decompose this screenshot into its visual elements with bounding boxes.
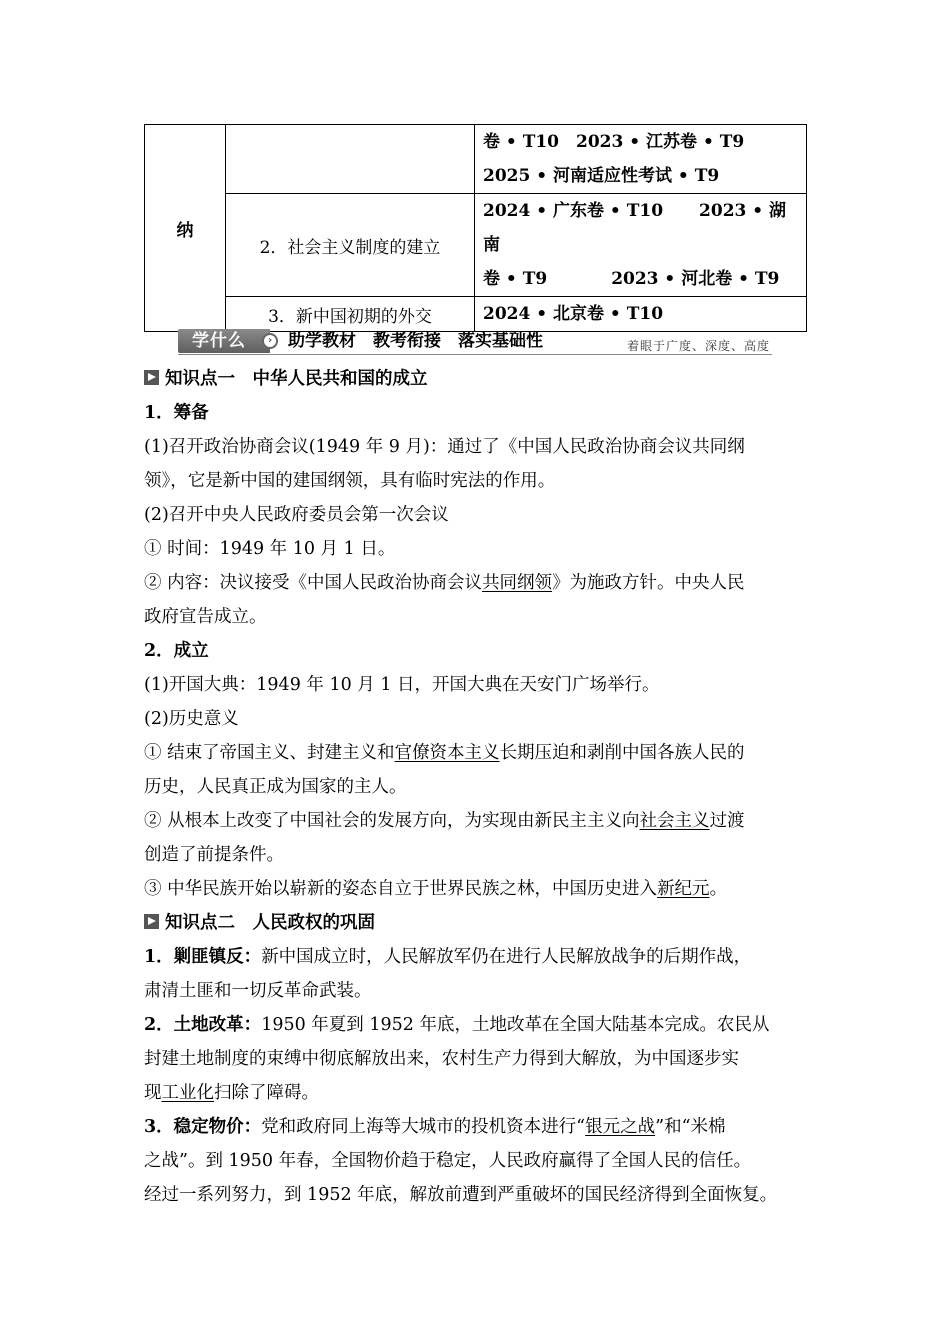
paragraph-line: 之战”。到 1950 年春，全国物价趋于稳定，人民政府赢得了全国人民的信任。 xyxy=(144,1151,752,1171)
text: 。 xyxy=(709,879,728,899)
paragraph-line xyxy=(144,872,812,906)
paragraph-line xyxy=(144,1076,812,1110)
refs-line: 2025 • 河南适应性考试 • T9 xyxy=(483,166,720,186)
text: 过渡 xyxy=(709,811,745,831)
refs-cell xyxy=(475,194,807,297)
heading-text: 知识点一 中华人民共和国的成立 xyxy=(165,369,428,389)
banner-subtitle: 助学教材 教考衔接 落实基础性 xyxy=(288,331,543,351)
table-row xyxy=(145,125,807,194)
text: ③ 中华民族开始以崭新的姿态自立于世界民族之林，中国历史进入 xyxy=(144,879,658,899)
underlined-term: 新纪元 xyxy=(657,879,710,899)
paragraph-line xyxy=(144,1110,812,1144)
text: 1950 年夏到 1952 年底，土地改革在全国大陆基本完成。农民从 xyxy=(261,1015,770,1035)
paragraph-line: 历史，人民真正成为国家的主人。 xyxy=(144,777,407,797)
underlined-term: 社会主义 xyxy=(639,811,710,831)
category-cell: 纳 xyxy=(145,125,226,332)
table-row xyxy=(145,194,807,297)
paragraph-line xyxy=(144,940,812,974)
item-head: 2．土地改革： xyxy=(144,1015,262,1035)
topic-cell xyxy=(226,125,475,194)
paragraph-line: (1)开国大典：1949 年 10 月 1 日，开国大典在天安门广场举行。 xyxy=(144,675,660,695)
item-head: 3．稳定物价： xyxy=(144,1117,262,1137)
section-heading xyxy=(144,906,812,940)
paragraph-line: 经过一系列努力，到 1952 年底，解放前遭到严重破坏的国民经济得到全面恢复。 xyxy=(144,1185,778,1205)
paragraph-line: (2)历史意义 xyxy=(144,709,239,729)
text: ② 内容：决议接受《中国人民政治协商会议 xyxy=(144,573,483,593)
subheading: 2．成立 xyxy=(144,641,209,661)
ref: 卷 • T9 xyxy=(483,269,548,289)
text: 党和政府同上海等大城市的投机资本进行“ xyxy=(261,1117,586,1137)
banner-right-note: 着眼于广度、深度、高度 xyxy=(626,339,770,353)
section-banner xyxy=(178,327,772,357)
banner-rule xyxy=(178,354,772,355)
paragraph-line: 政府宣告成立。 xyxy=(144,607,267,627)
heading-text: 知识点二 人民政权的巩固 xyxy=(165,913,375,933)
paragraph-line: 领》，它是新中国的建国纲领，具有临时宪法的作用。 xyxy=(144,471,556,491)
text: 长期压迫和剥削中国各族人民的 xyxy=(499,743,745,763)
text: ① 结束了帝国主义、封建主义和 xyxy=(144,743,395,763)
exam-reference-table xyxy=(144,124,807,332)
text: ② 从根本上改变了中国社会的发展方向，为实现由新民主主义向 xyxy=(144,811,640,831)
ref: 2023 • 河北卷 • T9 xyxy=(611,269,780,289)
paragraph-line xyxy=(144,804,812,838)
refs-line xyxy=(483,194,798,262)
paragraph-line: ① 时间：1949 年 10 月 1 日。 xyxy=(144,539,396,559)
section-heading xyxy=(144,362,812,396)
play-triangle-icon xyxy=(144,914,159,929)
play-triangle-icon xyxy=(144,370,159,385)
paragraph-line xyxy=(144,566,812,600)
item-head: 1．剿匪镇反： xyxy=(144,947,262,967)
paragraph-line: 封建土地制度的束缚中彻底解放出来，农村生产力得到大解放，为中国逐步实 xyxy=(144,1049,739,1069)
refs-line: 2024 • 北京卷 • T10 xyxy=(483,304,664,324)
paragraph-line: 肃清土匪和一切反革命武装。 xyxy=(144,981,372,1001)
text: 现 xyxy=(144,1083,162,1103)
text: 新中国成立时，人民解放军仍在进行人民解放战争的后期作战， xyxy=(261,947,752,967)
banner-tag: 学什么 xyxy=(178,329,270,353)
text: 》为施政方针。中央人民 xyxy=(552,573,745,593)
paragraph-line xyxy=(144,736,812,770)
paragraph-line: (1)召开政治协商会议(1949 年 9 月)：通过了《中国人民政治协商会议共同纲 xyxy=(144,437,745,457)
text: ”和“米棉 xyxy=(655,1117,726,1137)
chevron-right-circle-icon: › xyxy=(262,333,278,349)
refs-line xyxy=(483,262,798,296)
topic-cell: 2．社会主义制度的建立 xyxy=(226,194,475,297)
refs-cell xyxy=(475,125,807,194)
main-content xyxy=(144,362,812,1212)
underlined-term: 工业化 xyxy=(161,1083,214,1103)
ref: 2023 • 湖南 xyxy=(483,201,787,255)
paragraph-line: (2)召开中央人民政府委员会第一次会议 xyxy=(144,505,449,525)
underlined-term: 官僚资本主义 xyxy=(394,743,500,763)
refs-line: 卷 • T10 2023 • 江苏卷 • T9 xyxy=(483,132,745,152)
underlined-term: 共同纲领 xyxy=(482,573,553,593)
topic-cell: 3．新中国初期的外交 xyxy=(226,297,475,332)
underlined-term: 银元之战 xyxy=(585,1117,656,1137)
subheading: 1．筹备 xyxy=(144,403,209,423)
paragraph-line xyxy=(144,1008,812,1042)
text: 扫除了障碍。 xyxy=(214,1083,319,1103)
ref: 2024 • 广东卷 • T10 xyxy=(483,201,664,221)
paragraph-line: 创造了前提条件。 xyxy=(144,845,284,865)
